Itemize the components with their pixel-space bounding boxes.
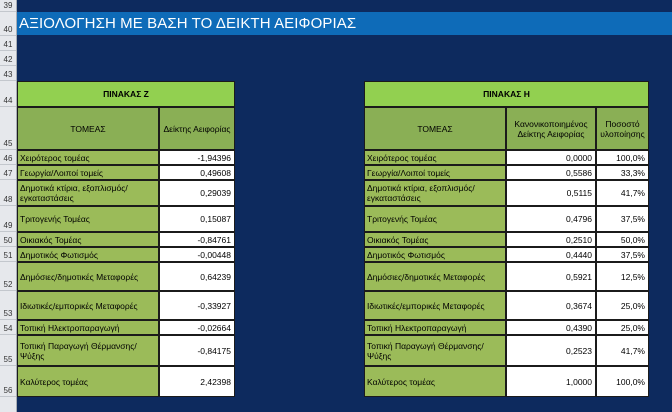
table-z-value-cell[interactable]: -0,84761 — [159, 232, 235, 247]
table-z-sector-cell[interactable]: Τοπική Ηλεκτροπαραγωγή — [17, 320, 159, 335]
row-number[interactable]: 53 — [0, 291, 16, 320]
row-number[interactable]: 43 — [0, 66, 16, 81]
table-z-value-cell[interactable]: -0,00448 — [159, 247, 235, 262]
table-h-col-norm: Κανονικοποιημένος Δείκτης Αειφορίας — [506, 107, 596, 150]
table-h-norm-cell[interactable]: 0,3674 — [506, 291, 596, 320]
row-number[interactable]: 42 — [0, 51, 16, 66]
table-z-col-sector: ΤΟΜΕΑΣ — [17, 107, 159, 150]
table-h-sector-cell[interactable]: Τοπική Ηλεκτροπαραγωγή — [364, 320, 506, 335]
table-z-value-cell[interactable]: -0,84175 — [159, 335, 235, 366]
row-number[interactable]: 45 — [0, 107, 16, 150]
table-z-col-index: Δείκτης Αειφορίας — [159, 107, 235, 150]
table-h-norm-cell[interactable]: 0,2523 — [506, 335, 596, 366]
table-h-pct-cell[interactable]: 50,0% — [596, 232, 649, 247]
row-number[interactable]: 51 — [0, 247, 16, 262]
table-z-sector-cell[interactable]: Δημόσιες/δημοτικές Μεταφορές — [17, 262, 159, 291]
table-h-pct-cell[interactable]: 12,5% — [596, 262, 649, 291]
row-number[interactable]: 49 — [0, 206, 16, 232]
table-h-norm-cell[interactable]: 0,5586 — [506, 165, 596, 180]
row-number[interactable]: 55 — [0, 335, 16, 366]
table-z-value-cell[interactable]: 0,15087 — [159, 206, 235, 232]
row-number[interactable]: 48 — [0, 180, 16, 206]
table-h-col-pct: Ποσοστό υλοποίησης — [596, 107, 649, 150]
table-h-pct-cell[interactable]: 100,0% — [596, 150, 649, 165]
row-number[interactable]: 41 — [0, 36, 16, 51]
table-h-norm-cell[interactable]: 0,5115 — [506, 180, 596, 206]
table-h-title: ΠΙΝΑΚΑΣ Η — [364, 81, 649, 107]
table-z-sector-cell[interactable]: Τοπική Παραγωγή Θέρμανσης/Ψύξης — [17, 335, 159, 366]
table-h-pct-cell[interactable]: 100,0% — [596, 366, 649, 397]
row-number[interactable]: 50 — [0, 232, 16, 247]
row-number[interactable]: 39 — [0, 0, 16, 12]
table-h-sector-cell[interactable]: Καλύτερος τομέας — [364, 366, 506, 397]
table-h-norm-cell[interactable]: 0,4796 — [506, 206, 596, 232]
table-h-sector-cell[interactable]: Δημόσιες/δημοτικές Μεταφορές — [364, 262, 506, 291]
table-h-sector-cell[interactable]: Τριτογενής Τομέας — [364, 206, 506, 232]
row-number[interactable]: 52 — [0, 262, 16, 291]
table-h-norm-cell[interactable]: 0,5921 — [506, 262, 596, 291]
table-h-sector-cell[interactable]: Ιδιωτικές/εμπορικές Μεταφορές — [364, 291, 506, 320]
table-h-pct-cell[interactable]: 37,5% — [596, 247, 649, 262]
table-z-sector-cell[interactable]: Χειρότερος τομέας — [17, 150, 159, 165]
sheet-title: ΑΞΙΟΛΟΓΗΣΗ ΜΕ ΒΑΣΗ ΤΟ ΔΕΙΚΤΗ ΑΕΙΦΟΡΙΑΣ — [17, 12, 672, 35]
table-z-sector-cell[interactable]: Καλύτερος τομέας — [17, 366, 159, 397]
table-z-value-cell[interactable]: -0,33927 — [159, 291, 235, 320]
table-h-norm-cell[interactable]: 1,0000 — [506, 366, 596, 397]
table-z-value-cell[interactable]: 0,64239 — [159, 262, 235, 291]
table-h-pct-cell[interactable]: 25,0% — [596, 320, 649, 335]
row-number[interactable]: 40 — [0, 12, 16, 36]
row-number[interactable]: 46 — [0, 150, 16, 165]
table-h-pct-cell[interactable]: 25,0% — [596, 291, 649, 320]
table-z-sector-cell[interactable]: Οικιακός Τομέας — [17, 232, 159, 247]
table-h-sector-cell[interactable]: Δημοτικά κτίρια, εξοπλισμός/εγκαταστάσεις — [364, 180, 506, 206]
table-h-sector-cell[interactable]: Τοπική Παραγωγή Θέρμανσης/Ψύξης — [364, 335, 506, 366]
row-number[interactable]: 54 — [0, 320, 16, 335]
table-z-sector-cell[interactable]: Ιδιωτικές/εμπορικές Μεταφορές — [17, 291, 159, 320]
table-z-value-cell[interactable]: 0,49608 — [159, 165, 235, 180]
table-z-sector-cell[interactable]: Γεωργία/Λοιποί τομείς — [17, 165, 159, 180]
table-h-sector-cell[interactable]: Οικιακός Τομέας — [364, 232, 506, 247]
table-z-sector-cell[interactable]: Δημοτικός Φωτισμός — [17, 247, 159, 262]
table-z-value-cell[interactable]: 0,29039 — [159, 180, 235, 206]
table-h-pct-cell[interactable]: 33,3% — [596, 165, 649, 180]
table-z-value-cell[interactable]: -0,02664 — [159, 320, 235, 335]
table-z-value-cell[interactable]: -1,94396 — [159, 150, 235, 165]
table-h-pct-cell[interactable]: 41,7% — [596, 335, 649, 366]
row-number[interactable]: 44 — [0, 81, 16, 107]
table-h-norm-cell[interactable]: 0,4440 — [506, 247, 596, 262]
table-h-sector-cell[interactable]: Δημοτικός Φωτισμός — [364, 247, 506, 262]
table-h-sector-cell[interactable]: Γεωργία/Λοιποί τομείς — [364, 165, 506, 180]
table-h-sector-cell[interactable]: Χειρότερος τομέας — [364, 150, 506, 165]
table-h-pct-cell[interactable]: 37,5% — [596, 206, 649, 232]
table-z-sector-cell[interactable]: Δημοτικά κτίρια, εξοπλισμός/εγκαταστάσεις — [17, 180, 159, 206]
table-h-norm-cell[interactable]: 0,4390 — [506, 320, 596, 335]
table-h-norm-cell[interactable]: 0,0000 — [506, 150, 596, 165]
table-h-col-sector: ΤΟΜΕΑΣ — [364, 107, 506, 150]
table-z-value-cell[interactable]: 2,42398 — [159, 366, 235, 397]
table-z-title: ΠΙΝΑΚΑΣ Ζ — [17, 81, 235, 107]
table-h-pct-cell[interactable]: 41,7% — [596, 180, 649, 206]
row-number[interactable]: 47 — [0, 165, 16, 180]
row-number[interactable]: 56 — [0, 366, 16, 397]
table-z-sector-cell[interactable]: Τριτογενής Τομέας — [17, 206, 159, 232]
table-h-norm-cell[interactable]: 0,2510 — [506, 232, 596, 247]
